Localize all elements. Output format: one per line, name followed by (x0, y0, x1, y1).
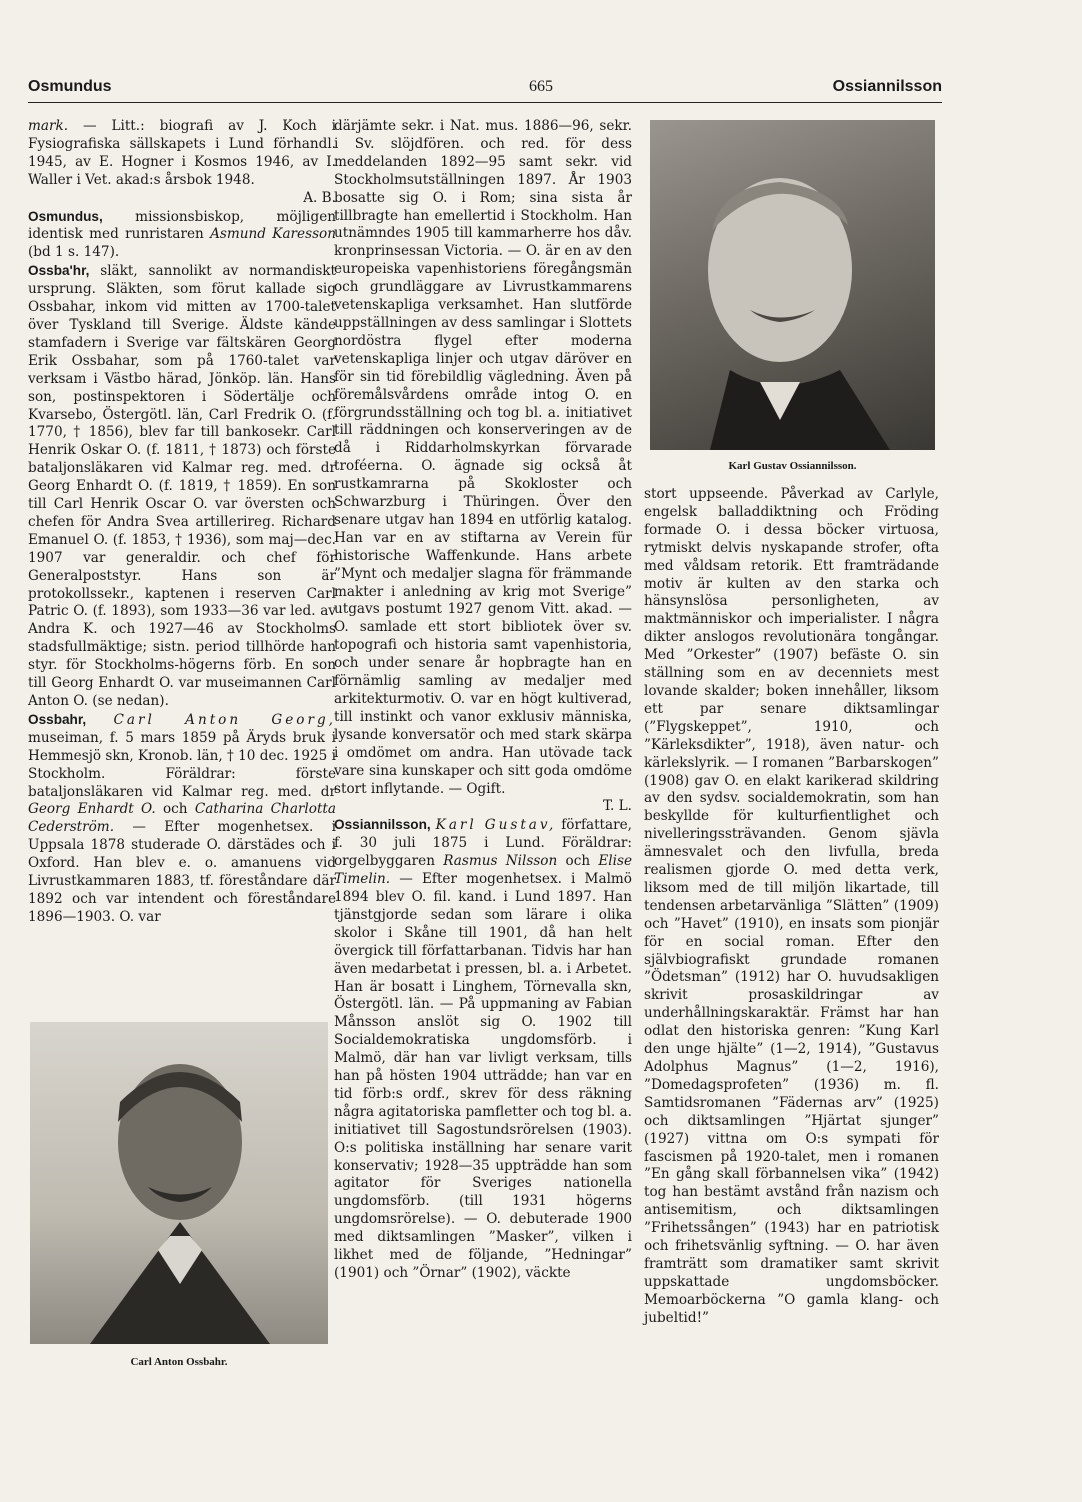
portrait-photo-ossbahr (30, 1022, 328, 1344)
entry-text: museiman, f. 5 mars 1859 på Äryds bruk i Hemmesjö skn, Kronob. län, † 10 dec. 1925 i Stockholm. Föräldrar: förste bataljonsläkaren vid Kalmar reg. med. dr (28, 729, 337, 800)
entry-text: — Efter mogenhetsex. i Malmö 1894 blev O. fil. kand. i Lund 1897. Han tjänstgjorde sedan som lärare i olika skolor i Skåne till 1901, då han helt övergick till författarbanan. Tidvis har han även medarbetat i pressen, bl. a. i Arbetet. Han är bosatt i Linghem, Törnevalla skn, Östergötl. län. — På uppmaning av Fabian Månsson anslöt sig O. 1902 till Socialdemokratiska ungdomsförb. i Malmö, där han var livligt verksam, tills han på hösten 1904 utträdde; han var en tid förb:s ordf., skrev för dess räkning några agitatoriska pamfletter och tog bl. a. initiativet till Sagostundsrörelsen (1903). O:s politiska inställning har senare varit konservativ; 1928—35 uppträdde han som agitator för Sveriges nationella ungdomsförb. (till 1931 högerns ungdomsrörelse). — O. debuterade 1900 med diktsamlingen ”Masker”, vilken i likhet med de följande, ”Hedningar” (1901) och ”Örnar” (1902), väckte (334, 871, 632, 1281)
entry-text: och (155, 801, 195, 818)
entry-italic: Elise Timelin. (334, 853, 632, 888)
portrait-illustration (650, 120, 935, 450)
entry-osmundus (28, 208, 336, 263)
signature: A. B. (303, 189, 336, 206)
photo-caption-ossbahr: Carl Anton Ossbahr. (130, 1356, 228, 1368)
entry-text: — Efter mogenhetsex. i Uppsala 1878 studerade O. därstädes och i Oxford. Han blev e. o. amanuens vid Livrustkammaren 1883, tf. föreståndare där 1892 och var intendent och föreståndare 1896—1903. O. var (28, 819, 336, 925)
entry-text: släkt, sannolikt av normandiskt ursprung. Släkten, som förut kallade sig Ossbahar, inkom vid mitten av 1700-talet över Tyskland till Sverige. Äldste kände stamfadern i Sverige var fältskären Georg Erik Ossbahar, som på 1760-talet var verksam i Västbo härad, Jönköp. län. Hans son, postinspektoren i Södertälje och Kvarsebo, Östergötl. län, Carl Fredrik O. (f. 1770, † 1856), blev far till bankosekr. Carl Henrik Oskar O. (f. 1811, † 1873) och förste bataljonsläkaren vid Kalmar reg. med. dr Georg Enhardt O. (f. 1819, † 1859). En son till Carl Henrik Oscar O. var översten och chefen för Andra Svea artillerireg. Richard Emanuel O. (f. 1853, † 1936), som maj—dec. 1907 var generaldir. och chef för Generalpoststyr. Hans son är protokollssekr., kaptenen i reserven Carl Patric O. (f. 1893), som 1933—36 var led. av Andra K. och 1927—46 av Stockholms stadsfullmäktige; sistn. period tillhörde han styr. för Stockholms-högerns förb. En son till Georg Enhardt O. var museimannen Carl Anton O. (se nedan). (28, 263, 336, 709)
entry-ossiannilsson (334, 816, 632, 1283)
spaced-name: Karl Gustav, (435, 817, 557, 834)
signature: T. L. (602, 798, 632, 815)
litt-text: — Litt.: biografi av J. Koch i Fysiografiska sällskapets i Lund förhandl. 1945, av E. Hogner i Kosmos 1946, av I. Waller i Vet. akad:s årsbok 1948. (28, 118, 336, 188)
entry-ossiannilsson-continued: stort uppseende. Påverkad av Carlyle, engelsk balladdiktning och Fröding formade O. i dessa böcker virtuosa, rytmiskt delvis nyskapande strofer, ofta med våldsam retorik. Ett framträdande motiv är kulten av den starka och hänsynslösa personligheten, av maktmänniskor och imperialister. I några dikter anslogos revolutionära tongångar. Med ”Orkester” (1907) befäste O. sin ställning som en av decenniets mest lovande skalder; boken innehåller, liksom ett par senare diktsamlingar (”Flygskeppet”, 1910, och ”Kärleksdikter”, 1918), även natur- och kärlekslyrik. — I romanen ”Barbarskogen” (1908) gav O. en elakt karikerad skildring av den sydsv. socialdemokratin, som han beskyllde för kulturfientlighet och nivelleringssträvanden. Genom sjävla ämnesvalet och den livfulla, breda realismen gjorde O. med detta verk, liksom med de till miljön likartade, till tendensen arbetarvänliga ”Slätten” (1909) och ”Havet” (1910), en insats som pionjär för en social roman. Efter den självbiografiskt grundade romanen ”Ödetsman” (1912) har O. huvudsakligen skrivit prosaskildringar av underhållningskaraktär. Främst har han odlat den historiska genren: ”Kung Karl den unge hjälte” (1—2, 1914), ”Gustavus Adolphus Magnus” (1—2, 1916), ”Domedagsprofeten” (1936) m. fl. Samtidsromanen ”Fädernas arv” (1925) och diktsamlingen ”Hjärtat sjunger” (1927) vittna om O:s sympati för fascismen på 1920-talet, men i romanen ”En gång skall förbannelsen vika” (1942) tog han bestämt avstånd från nazism och antisemitism, och diktsamlingen ”Frihetssången” (1943) har en patriotisk och frihetsvänlig syftning. — O. har även framträtt som dramatiker samt skrivit uppskattade ungdomsböcker. Memoarböckerna ”O gamla klang- och jubeltid!” (644, 486, 939, 1326)
photo-caption-ossiannilsson: Karl Gustav Ossiannilsson. (728, 460, 857, 472)
entry-text: (bd 1 s. 147). (28, 244, 120, 261)
entry-italic: Georg Enhardt O. (28, 801, 156, 818)
page-number: 665 (529, 78, 553, 95)
entry-italic: Asmund Karesson (210, 226, 336, 243)
litt-paragraph (28, 118, 336, 208)
portrait-illustration (30, 1022, 328, 1344)
continued-word: mark. (28, 118, 69, 134)
entry-text: författare, f. 30 juli 1875 i Lund. Föräldrar: orgelbyggaren (334, 817, 632, 870)
column-1 (28, 118, 336, 927)
column-2 (334, 118, 632, 1283)
entry-italic: Catharina Charlotta Cederström. (28, 801, 336, 836)
headword: Ossiannilsson, (334, 817, 431, 833)
entry-text: missionsbiskop, möjligen identisk med runristaren (28, 208, 336, 243)
running-head-right: Ossiannilsson (832, 78, 942, 95)
headword: Ossba'hr, (28, 263, 90, 279)
column-3 (644, 486, 939, 1328)
entry-text: och (557, 853, 599, 870)
entry-ossbahr-continued (334, 118, 632, 816)
headword: Ossbahr, (28, 711, 87, 727)
entry-text: därjämte sekr. i Nat. mus. 1886—96, sekr. i Sv. slöjdfören. och red. för dess meddelanden 1892—95 samt sekr. vid Stockholmsutställningen 1897. År 1903 bosatte sig O. i Rom; sina sista år tillbragte han emellertid i Stockholm. Han utnämndes 1905 till kammarherre hos dåv. kronprinsessan Victoria. — O. är en av den europeiska vapenhistoriens föregångsmän och grundläggare av Livrustkammarens vetenskapliga verksamhet. Han slutförde uppställningen av dess samlingar i Slottets nordöstra flygel efter moderna vetenskapliga linjer och utgav däröver en för sin tid förebildlig vägledning. Även på föremålsvårdens område intog O. en förgrundsställning och tog bl. a. initiativet till räddningen och konserveringen av de då i Riddarholmskyrkan förvarade troféerna. O. ägnade sig också åt rustkamrarna på Skokloster och Schwarzburg i Thüringen. Över den senare utgav han 1894 en utförlig katalog. Han var en av stiftarna av Verein für historische Waffenkunde. Hans arbete ”Mynt och medaljer slagna för främmande makter i anledning av krig mot Sverige” utgavs postumt 1927 genom Vitt. akad. — O. samlade ett stort bibliotek över sv. topografi och historia samt vapenhistoria, och under senare år hopbragte han en förnämlig samling av medaljer med arkitekturmotiv. O. var en högt kultiverad, till instinkt och vanor exklusiv människa, lysande konversatör och med stark skärpa i omdömet om andra. Han utövade tack vare sina kunskaper och sitt goda omdöme stort inflytande. — Ogift. (334, 118, 632, 797)
headword: Osmundus, (28, 208, 103, 224)
entry-ossbahr-family (28, 262, 336, 711)
entry-ossbahr (28, 711, 336, 927)
spaced-name: Carl Anton Georg, (113, 711, 336, 728)
running-head-left: Osmundus (28, 78, 112, 95)
header-rule (28, 102, 942, 103)
portrait-photo-ossiannilsson (650, 120, 935, 450)
entry-italic: Rasmus Nilsson (443, 853, 558, 870)
